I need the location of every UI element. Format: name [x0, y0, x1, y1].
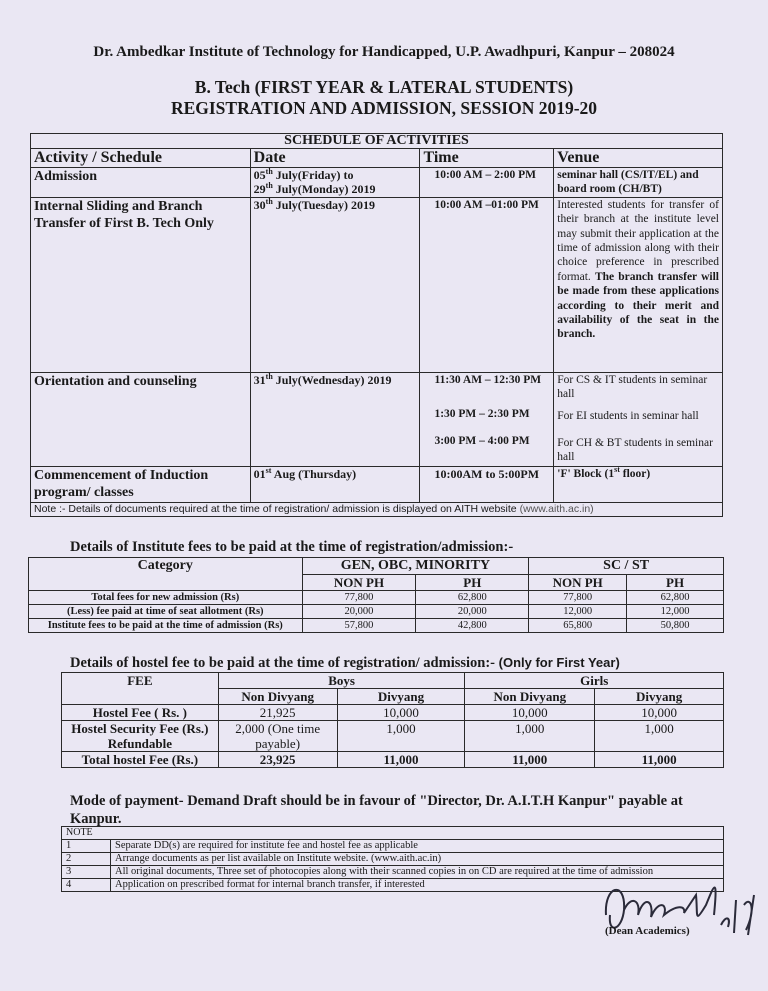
- schedule-header-row: [31, 149, 723, 168]
- sub-header: PH: [627, 575, 724, 591]
- note-item: 4 Application on prescribed format for internal branch transfer, if interested: [62, 879, 724, 892]
- signature-scribble: [596, 855, 766, 955]
- col-activity: Activity / Schedule: [31, 149, 251, 168]
- activity-sliding: Internal Sliding and Branch Transfer of First B. Tech Only: [31, 197, 251, 372]
- venue-orientation: For CS & IT students in seminar hall For EI students in seminar hall For CH & BT students in seminar hall: [554, 372, 723, 466]
- group-gen: GEN, OBC, MINORITY: [302, 558, 529, 575]
- row-orientation: [31, 372, 723, 466]
- schedule-caption: SCHEDULE OF ACTIVITIES: [31, 134, 723, 149]
- sub-header: PH: [416, 575, 529, 591]
- sub-header: Non Divyang: [218, 689, 337, 705]
- hostel-fees-table: [61, 672, 724, 768]
- sub-header: NON PH: [302, 575, 416, 591]
- activity-admission: Admission: [31, 168, 251, 198]
- table-row-total: Total hostel Fee (Rs.) 23,925 11,000 11,000 11,000: [62, 752, 724, 768]
- sub-header: Divyang: [337, 689, 465, 705]
- row-sliding: [31, 197, 723, 372]
- date-orientation: 31th July(Wednesday) 2019: [250, 372, 420, 466]
- note-item: 3 All original documents, Three set of photocopies along with their scanned copies in on CD are required at the time of admission: [62, 866, 724, 879]
- time-induction: 10:00AM to 5:00PM: [420, 466, 554, 502]
- title-line-1: B. Tech (FIRST YEAR & LATERAL STUDENTS): [194, 77, 574, 97]
- date-admission: 05th July(Friday) to 29th July(Monday) 2019: [250, 168, 420, 198]
- schedule-table: [30, 133, 723, 517]
- notes-header: NOTE: [62, 827, 724, 840]
- col-time: Time: [420, 149, 554, 168]
- col-date: Date: [250, 149, 420, 168]
- institute-fees-heading: Details of Institute fees to be paid at the time of registration/admission:-: [70, 539, 514, 555]
- table-row: Hostel Fee ( Rs. ) 21,925 10,000 10,000 10,000: [62, 705, 724, 721]
- col-venue: Venue: [554, 149, 723, 168]
- table-row: (Less) fee paid at time of seat allotment (Rs) 20,000 20,000 12,000 12,000: [29, 605, 724, 619]
- date-sliding: 30th July(Tuesday) 2019: [250, 197, 420, 372]
- first-year-note: (Only for First Year): [498, 655, 620, 670]
- time-sliding: 10:00 AM –01:00 PM: [420, 197, 554, 372]
- girls-header: Girls: [465, 673, 724, 689]
- venue-admission: seminar hall (CS/IT/EL) and board room (CH/BT): [554, 168, 723, 198]
- note-item: 2 Arrange documents as per list available on Institute website. (www.aith.ac.in): [62, 853, 724, 866]
- time-admission: 10:00 AM – 2:00 PM: [420, 168, 554, 198]
- fee-header: FEE: [62, 673, 219, 705]
- date-induction: 01st Aug (Thursday): [250, 466, 420, 502]
- group-scst: SC / ST: [529, 558, 724, 575]
- sub-header: Divyang: [595, 689, 724, 705]
- time-orientation: 11:30 AM – 12:30 PM 1:30 PM – 2:30 PM 3:00 PM – 4:00 PM: [420, 372, 554, 466]
- table-row: Hostel Security Fee (Rs.) Refundable 2,000 (One time payable) 1,000 1,000 1,000: [62, 721, 724, 752]
- title-line-2: REGISTRATION AND ADMISSION, SESSION 2019-20: [170, 98, 598, 118]
- venue-sliding: Interested students for transfer of their branch at the institute level may submit their application at the time of admission along with their choice preference in prescribed format. The branch transfer will be made from these applications according to their merit and availability of the seat in the branch.: [554, 197, 723, 372]
- boys-header: Boys: [218, 673, 465, 689]
- table-row: Total fees for new admission (Rs) 77,800 62,800 77,800 62,800: [29, 591, 724, 605]
- venue-induction: 'F' Block (1st floor): [554, 466, 723, 502]
- activity-orientation: Orientation and counseling: [31, 372, 251, 466]
- activity-induction: Commencement of Induction program/ classes: [31, 466, 251, 502]
- institute-fees-table: [28, 557, 724, 633]
- note-item: 1 Separate DD(s) are required for institute fee and hostel fee as applicable: [62, 840, 724, 853]
- sub-header: Non Divyang: [465, 689, 595, 705]
- payment-mode: Mode of payment- Demand Draft should be in favour of "Director, Dr. A.I.T.H Kanpur" payable at Kanpur.: [70, 793, 683, 827]
- table-row: Institute fees to be paid at the time of admission (Rs) 57,800 42,800 65,800 50,800: [29, 619, 724, 633]
- row-admission: [31, 168, 723, 198]
- website-link[interactable]: (www.aith.ac.in): [519, 502, 594, 515]
- signatory-title: (Dean Academics): [605, 925, 690, 937]
- hostel-fees-heading: Details of hostel fee to be paid at the time of registration/ admission:- (Only for First Year): [70, 655, 620, 671]
- institute-name: Dr. Ambedkar Institute of Technology for Handicapped, U.P. Awadhpuri, Kanpur – 208024: [93, 44, 675, 60]
- sub-header: NON PH: [529, 575, 627, 591]
- row-induction: [31, 466, 723, 502]
- category-header: Category: [29, 558, 303, 591]
- schedule-note: Note :- Details of documents required at the time of registration/ admission is displayed on AITH website (www.aith.ac.in): [31, 502, 723, 516]
